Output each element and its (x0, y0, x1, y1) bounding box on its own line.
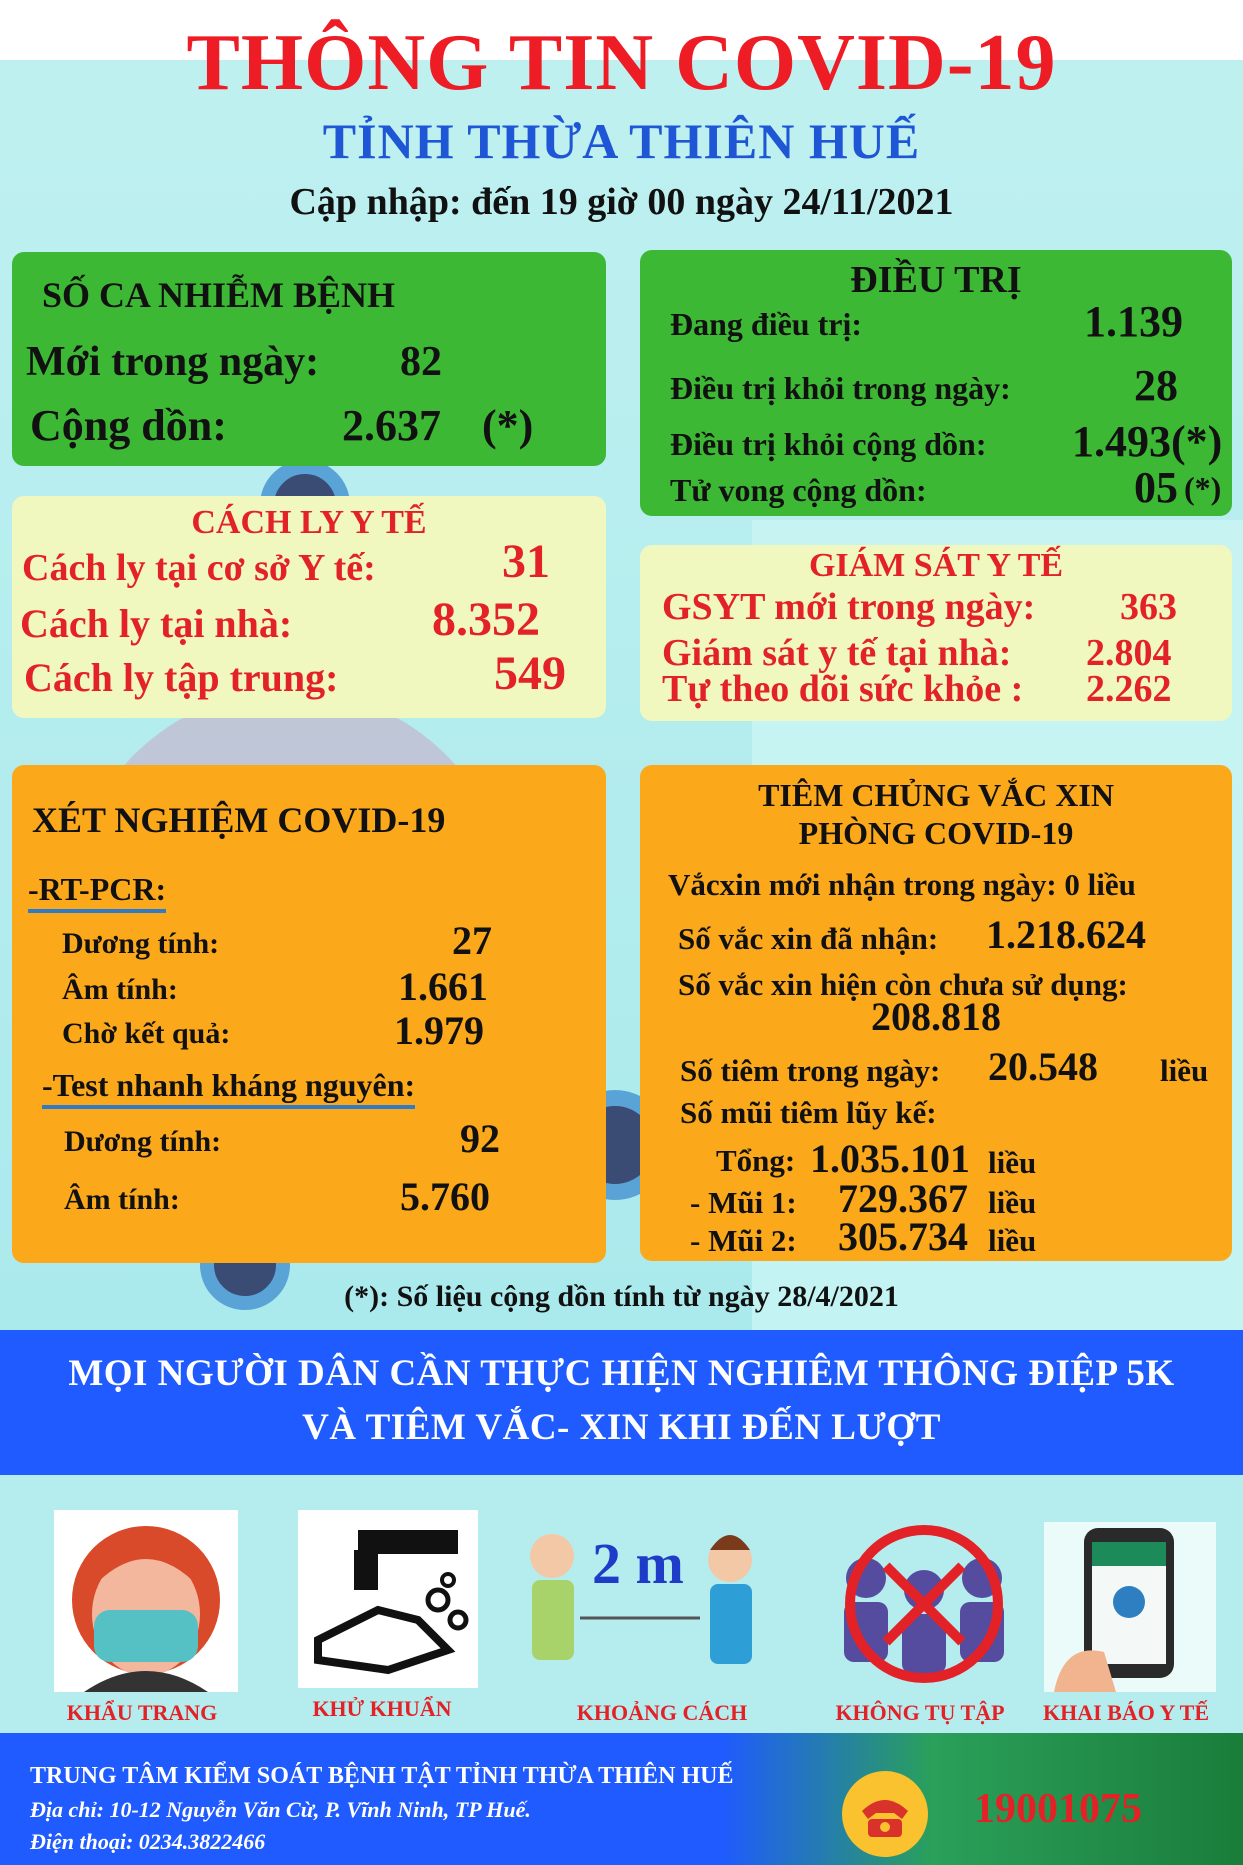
recovered-today-value: 28 (1134, 361, 1178, 410)
pcr-heading-text: -RT-PCR: (28, 871, 166, 913)
hotline-number: 19001075 (974, 1786, 1142, 1832)
deaths-note: (*) (1184, 470, 1222, 506)
vaccine-dose2-unit: liều (988, 1223, 1037, 1258)
update-time: Cập nhập: đến 19 giờ 00 ngày 24/11/2021 (289, 181, 954, 223)
pcr-negative-value: 1.661 (398, 964, 488, 1009)
pcr-heading (28, 871, 166, 908)
isolation-heading: CÁCH LY Y TẾ (191, 504, 427, 541)
vaccine-dose1-unit: liều (988, 1185, 1037, 1220)
recovered-today-label: Điều trị khỏi trong ngày: (670, 370, 1011, 406)
facility-isolation-value: 31 (502, 535, 550, 588)
rapid-positive-value: 92 (460, 1116, 500, 1161)
vaccine-dose2-value: 305.734 (838, 1214, 968, 1259)
testing-panel (12, 765, 606, 1263)
in-treatment-value: 1.139 (1084, 297, 1183, 346)
deaths-value: 05 (1134, 463, 1178, 512)
vaccine-today-unit: liều (1160, 1053, 1209, 1088)
page-subtitle: TỈNH THỪA THIÊN HUẾ (322, 113, 921, 169)
vaccine-total-label: Tổng: (716, 1143, 796, 1178)
vaccine-dose1-label: - Mũi 1: (690, 1185, 797, 1220)
recovered-total-value: 1.493(*) (1072, 417, 1223, 466)
rule-label-declaration: KHAI BÁO Y TẾ (1042, 1700, 1210, 1725)
central-isolation-label: Cách ly tập trung: (24, 655, 339, 700)
testing-heading: XÉT NGHIỆM COVID-19 (32, 800, 446, 840)
rapid-heading-text: -Test nhanh kháng nguyên: (42, 1067, 415, 1109)
page-title: THÔNG TIN COVID-19 (186, 19, 1057, 107)
vaccine-unused-label: Số vắc xin hiện còn chưa sử dụng: (678, 967, 1128, 1002)
pcr-positive-value: 27 (452, 918, 492, 963)
health-declaration-icon (1044, 1522, 1216, 1692)
distance-icon (520, 1510, 760, 1690)
home-isolation-value: 8.352 (432, 593, 540, 646)
in-treatment-label: Đang điều trị: (670, 306, 862, 342)
vaccine-unused-value: 208.818 (871, 994, 1001, 1039)
infections-panel (12, 252, 606, 466)
new-cases-value: 82 (400, 339, 442, 385)
footer-org: TRUNG TÂM KIỂM SOÁT BỆNH TẬT TỈNH THỪA THIÊN HUẾ (30, 1763, 734, 1789)
banner-line2: VÀ TIÊM VẮC- XIN KHI ĐẾN LƯỢT (302, 1407, 941, 1448)
message-banner (0, 1330, 1243, 1476)
vaccine-new-received: Vắcxin mới nhận trong ngày: 0 liều (668, 867, 1136, 902)
facility-isolation-label: Cách ly tại cơ sở Y tế: (22, 547, 376, 589)
deaths-label: Tử vong cộng dồn: (670, 472, 927, 508)
hand-wash-icon (298, 1510, 478, 1688)
self-monitoring-value: 2.262 (1086, 668, 1172, 710)
vaccine-received-value: 1.218.624 (986, 912, 1146, 957)
footnote: (*): Số liệu cộng dồn tính từ ngày 28/4/2021 (344, 1280, 899, 1313)
treatment-panel (640, 250, 1232, 516)
new-cases-label: Mới trong ngày: (26, 339, 320, 385)
distance-text: 2 m (592, 1531, 684, 1596)
pcr-negative-label: Âm tính: (62, 973, 178, 1006)
rule-label-distance: KHOẢNG CÁCH (576, 1700, 748, 1725)
total-cases-label: Cộng dồn: (30, 401, 227, 450)
vaccine-total-unit: liều (988, 1145, 1037, 1180)
surveillance-home-value: 2.804 (1086, 632, 1172, 674)
face-mask-icon (54, 1510, 238, 1692)
self-monitoring-label: Tự theo dõi sức khỏe : (662, 668, 1024, 710)
phone-icon (842, 1771, 928, 1857)
vaccine-received-label: Số vắc xin đã nhận: (678, 921, 939, 956)
footer (0, 1733, 1243, 1865)
rule-label-mask: KHẨU TRANG (66, 1700, 218, 1725)
vaccination-heading-line1: TIÊM CHỦNG VẮC XIN (758, 777, 1114, 813)
isolation-panel (12, 496, 606, 718)
vaccination-panel (640, 765, 1232, 1261)
rapid-negative-value: 5.760 (400, 1174, 490, 1219)
infections-heading: SỐ CA NHIỄM BỆNH (42, 275, 396, 315)
pcr-positive-label: Dương tính: (62, 927, 220, 960)
rapid-positive-label: Dương tính: (64, 1125, 222, 1158)
vaccine-cumulative-label: Số mũi tiêm lũy kế: (680, 1095, 937, 1130)
vaccine-dose1-value: 729.367 (838, 1176, 968, 1221)
rule-label-no-gathering: KHÔNG TỤ TẬP (835, 1700, 1005, 1725)
vaccine-dose2-label: - Mũi 2: (690, 1223, 797, 1258)
surveillance-heading: GIÁM SÁT Y TẾ (808, 547, 1064, 584)
pcr-pending-value: 1.979 (394, 1008, 484, 1053)
footer-address: Địa chỉ: 10-12 Nguyễn Văn Cừ, P. Vĩnh Ninh, TP Huế. (30, 1797, 531, 1822)
surveillance-panel (640, 545, 1232, 721)
central-isolation-value: 549 (494, 647, 566, 700)
treatment-heading: ĐIỀU TRỊ (850, 259, 1022, 301)
recovered-total-label: Điều trị khỏi cộng dồn: (670, 426, 987, 462)
rapid-negative-label: Âm tính: (64, 1183, 180, 1216)
rapid-heading (42, 1067, 415, 1104)
footer-phone: Điện thoại: 0234.3822466 (30, 1829, 266, 1854)
total-cases-value: 2.637 (342, 401, 441, 450)
rule-label-disinfect: KHỬ KHUẨN (312, 1696, 452, 1721)
vaccine-today-value: 20.548 (988, 1044, 1098, 1089)
vaccination-heading-line2: PHÒNG COVID-19 (798, 815, 1074, 851)
surveillance-new-label: GSYT mới trong ngày: (662, 586, 1036, 628)
total-cases-note: (*) (482, 401, 534, 450)
banner-line1: MỌI NGƯỜI DÂN CẦN THỰC HIỆN NGHIÊM THÔNG ĐIỆP 5K (68, 1353, 1175, 1394)
no-gathering-icon (826, 1518, 1022, 1688)
surveillance-new-value: 363 (1120, 586, 1177, 628)
pcr-pending-label: Chờ kết quả: (62, 1017, 231, 1050)
vaccine-total-value: 1.035.101 (810, 1136, 970, 1181)
surveillance-home-label: Giám sát y tế tại nhà: (662, 632, 1012, 674)
home-isolation-label: Cách ly tại nhà: (20, 601, 293, 646)
vaccine-today-label: Số tiêm trong ngày: (680, 1053, 941, 1088)
